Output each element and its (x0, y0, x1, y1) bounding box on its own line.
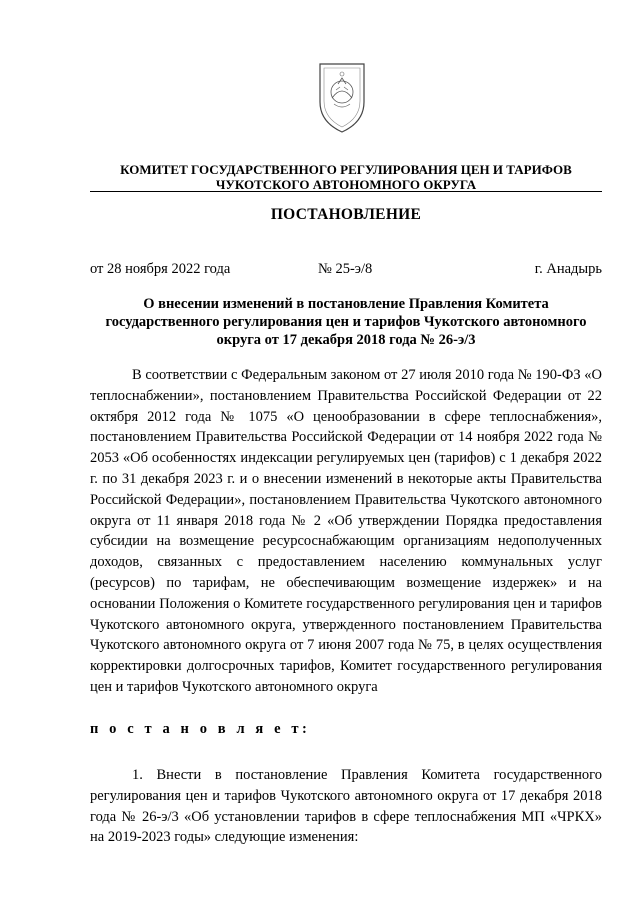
document-subject: О внесении изменений в постановление Правления Комитета государственного регулирования цен и тарифов Чукотского автономного округа от 17 декабря 2018 года № 26-э/3 (105, 296, 587, 348)
header-divider (90, 191, 602, 192)
committee-name (90, 162, 602, 192)
committee-name-line2: ЧУКОТСКОГО АВТОНОМНОГО ОКРУГА (215, 177, 477, 192)
preamble-paragraph: В соответствии с Федеральным законом от 27 июля 2010 года № 190-ФЗ «О теплоснабжении», постановлением Правительства Российской Федерации от 22 октября 2012 года № 1075 «О ценообразовании в сфере теплоснабжения», постановлением Правительства Российской Федерации от 14 ноября 2022 года № 2053 «Об особенностях индексации регулируемых цен (тарифов) с 1 декабря 2022 г. по 31 декабря 2023 г. и о внесении изменений в некоторые акты Правительства Российской Федерации», постановлением Правительства Чукотского автономного округа от 11 января 2018 года № 2 «Об утверждении Порядка предоставления субсидии на возмещение ресурсоснабжающим организациям недополученных доходов, связанных с предоставлением населению коммунальных услуг (ресурсов) по тарифам, не обеспечивающим возмещение издержек» и на основании Положения о Комитете государственного регулирования цен и тарифов Чукотского автономного округа, утвержденного постановлением Правительства Чукотского автономного округа от 7 июня 2007 года № 75, в целях осуществления корректировки долгосрочных тарифов, Комитет государственного регулирования цен и тарифов Чукотского автономного округа (90, 367, 602, 695)
decree-word: п о с т а н о в л я е т: (90, 721, 311, 737)
document-city: г. Анадырь (534, 261, 602, 277)
item-1-paragraph: 1. Внести в постановление Правления Комитета государственного регулирования цен и тарифов Чукотского автономного округа от 17 декабря 2018 года № 26-э/3 «Об установлении тарифов в сфере теплоснабжения МП «ЧРКХ» на 2019-2023 годы» следующие изменения: (90, 767, 602, 846)
document-date: от 28 ноября 2022 года (90, 261, 231, 277)
coat-of-arms-emblem (314, 54, 370, 134)
document-number: № 25-э/8 (318, 261, 373, 277)
committee-name-line1: КОМИТЕТ ГОСУДАРСТВЕННОГО РЕГУЛИРОВАНИЯ ЦЕН И ТАРИФОВ (120, 162, 572, 177)
document-type-title: ПОСТАНОВЛЕНИЕ (270, 206, 422, 223)
